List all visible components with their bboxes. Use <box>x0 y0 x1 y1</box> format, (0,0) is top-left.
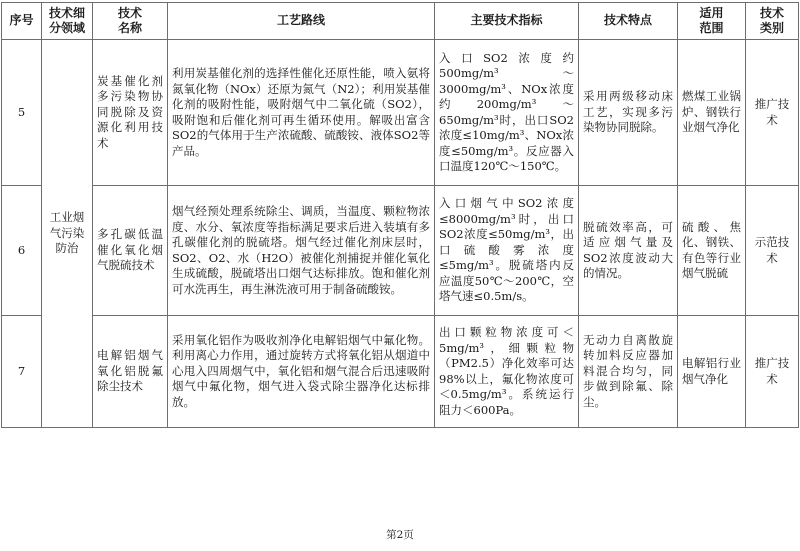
header-seq: 序号 <box>2 3 42 40</box>
cell-name: 多孔碳低温催化氧化烟气脱硫技术 <box>93 186 168 316</box>
cell-route: 采用氧化铝作为吸收剂净化电解铝烟气中氟化物。利用离心力作用，通过旋转方式将氧化铝从烟道中心甩入四周烟气中，氧化铝和烟气混合后迅速吸附烟气中氟化物，烟气进入袋式除尘器净化达标排放。 <box>168 316 435 428</box>
header-indicators: 主要技术指标 <box>435 3 579 40</box>
cell-name: 电解铝烟气氧化铝脱氟除尘技术 <box>93 316 168 428</box>
cell-features: 无动力自离散旋转加料反应器加料混合均匀，同步做到除氟、除尘。 <box>579 316 678 428</box>
table-row <box>2 316 799 428</box>
cell-features: 脱硫效率高，可适应烟气量及SO2浓度波动大的情况。 <box>579 186 678 316</box>
cell-seq: 6 <box>2 186 42 316</box>
cell-scope: 硫酸、焦化、钢铁、有色等行业烟气脱硫 <box>678 186 746 316</box>
cell-route: 烟气经预处理系统除尘、调质，当温度、颗粒物浓度、水分、氧浓度等指标满足要求后进入装填有多孔碳催化剂的脱硫塔。烟气经过催化剂床层时，SO2、O2、水（H2O）被催化剂捕捉并催化氧化生成硫酸，脱硫塔出口烟气达标排放。饱和催化剂可水洗再生，再生淋洗液可用于制备硫酸铵。 <box>168 186 435 316</box>
page-number: 第2页 <box>386 529 414 541</box>
cell-scope: 燃煤工业锅炉、钢铁行业烟气净化 <box>678 40 746 186</box>
table-row <box>2 40 799 186</box>
header-name: 技术 名称 <box>93 3 168 40</box>
cell-indicators: 入口烟气中SO2浓度≤8000mg/m³时，出口SO2浓度≤50mg/m³，出口硫酸雾浓度≤5mg/m³。脱硫塔内反应温度50℃～200℃，空塔气速≤0.5m/s。 <box>435 186 579 316</box>
header-category: 技术 类别 <box>746 3 799 40</box>
cell-indicators: 入口SO2浓度约500mg/m³～3000mg/m³、NOx浓度约200mg/m³～650mg/m³时，出口SO2浓度≤10mg/m³、NOx浓度≤50mg/m³。反应器入口温度120℃～150℃。 <box>435 40 579 186</box>
cell-indicators: 出口颗粒物浓度可＜5mg/m³，细颗粒物（PM2.5）净化效率可达98%以上，氟化物浓度可＜0.5mg/m³。系统运行阻力＜600Pa。 <box>435 316 579 428</box>
header-row <box>2 3 799 40</box>
cell-seq: 7 <box>2 316 42 428</box>
technology-table <box>1 2 799 428</box>
table-row <box>2 186 799 316</box>
cell-category: 推广技术 <box>746 316 799 428</box>
cell-domain: 工业烟气污染防治 <box>42 40 93 428</box>
header-scope: 适用 范围 <box>678 3 746 40</box>
cell-seq: 5 <box>2 40 42 186</box>
cell-features: 采用两级移动床工艺，实现多污染物协同脱除。 <box>579 40 678 186</box>
header-route: 工艺路线 <box>168 3 435 40</box>
cell-route: 利用炭基催化剂的选择性催化还原性能，喷入氨将氮氧化物（NOx）还原为氮气（N2）；利用炭基催化剂的吸附性能，吸附烟气中二氧化硫（SO2），吸附饱和后催化剂可再生循环使用。解吸出富含SO2的气体用于生产浓硫酸、硫酸铵、液体SO2等产品。 <box>168 40 435 186</box>
cell-name: 炭基催化剂多污染物协同脱除及资源化利用技术 <box>93 40 168 186</box>
cell-category: 示范技术 <box>746 186 799 316</box>
header-features: 技术特点 <box>579 3 678 40</box>
cell-category: 推广技术 <box>746 40 799 186</box>
header-domain: 技术细 分领域 <box>42 3 93 40</box>
cell-scope: 电解铝行业烟气净化 <box>678 316 746 428</box>
